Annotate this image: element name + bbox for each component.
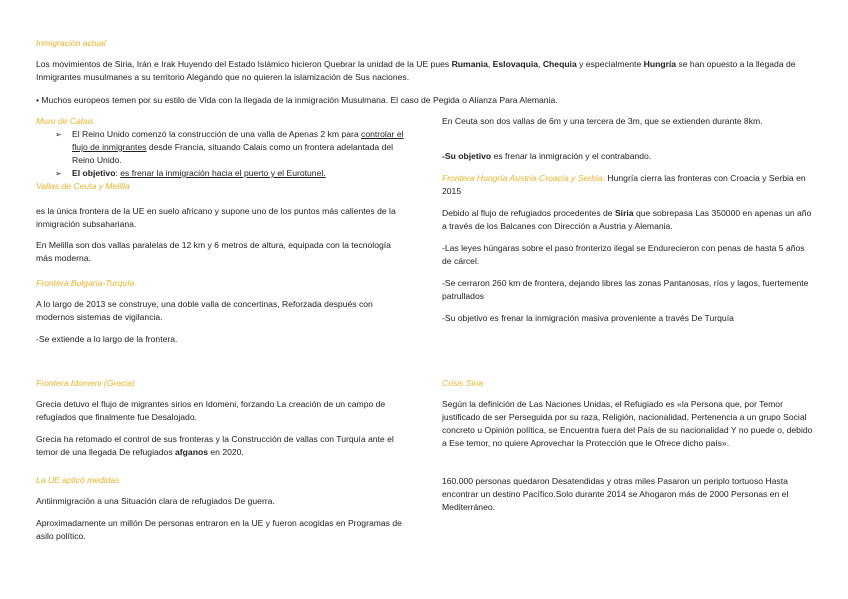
heading-frontera-hungria: Frontera Hungría Austria-Croacia y Serbia: (442, 173, 606, 183)
ue-paragraph-2: Aproximadamente un millón De personas entraron en la UE y fueron acogidas en Programas de asilo político. (36, 518, 402, 541)
intro-bullet-paragraph: • Muchos europeos temen por su estilo de Vida con la llegada de la inmigración Musulmana. El caso de Pegida o Alianza Para Alemania. (36, 95, 558, 105)
intro-paragraph: Los movimientos de Siria, Irán e Irak Huyendo del Estado Islámico hicieron Quebrar la unidad de la UE pues Rumania, Eslovaquia, Chequia y especialmente Hungría se han opuesto a la llegada de Inmigrantes musulmanes a su territorio Alegando que no quieren la islamización de Sus naciones. (36, 59, 796, 82)
heading-frontera-bulgaria: Frontera Bulgaria-Turquía (36, 278, 135, 288)
hungria-paragraph-2: -Las leyes húngaras sobre el paso fronterizo ilegal se Endurecieron con penas de hasta 5 años de cárcel. (442, 243, 805, 266)
hungria-paragraph-3: -Se cerraron 260 km de frontera, dejando libres las zonas Pantanosas, ríos y lagos, fuertemente patrullados (442, 278, 809, 301)
ceuta-paragraph-2: En Melilla son dos vallas paralelas de 12 km y 6 metros de altura, equipada con la tecnología más moderna. (36, 240, 391, 263)
hungria-heading-paragraph: Frontera Hungría Austria-Croacia y Serbia: Hungría cierra las fronteras con Croacia y Serbia en 2015 (442, 173, 806, 196)
calais-bullet-2: ➢ El objetivo: es frenar la inmigración hacia el puerto y el Eurotunel. (55, 168, 326, 178)
section-calais (36, 115, 411, 193)
idomeni-paragraph-2: Grecia ha retomado el control de sus fronteras y la Construcción de vallas con Turquía ante el temor de una llegada De refugiados afganos en 2020. (36, 434, 394, 457)
bulgaria-paragraph-2: -Se extiende a lo largo de la frontera. (36, 334, 178, 344)
calais-bullet-1: ➢ El Reino Unido comenzó la construcción de una valla de Apenas 2 km para controlar el flujo de inmigrantes desde Francia, situando Calais como un frontera adelantada del Reino Unido. (55, 129, 404, 165)
heading-muro-calais: Muro de Calais (36, 116, 94, 126)
hungria-paragraph-4: -Su objetivo es frenar la inmigración masiva proveniente a través De Turquía (442, 313, 734, 323)
ceuta-vallas-paragraph: En Ceuta son dos vallas de 6m y una tercera de 3m, que se extienden durante 8km. (442, 116, 763, 126)
crisis-paragraph-1: Según la definición de Las Naciones Unidas, el Refugiado es «la Persona que, por Temor justificado de ser Perseguida por su raza, Religión, nacionalidad, Pertenencia a un grupo Social concreto u Opinión política, se Encuentra fuera del País de su nacionalidad Y no puede o, debido a Ese temor, no quiere Aprovechar la Protección que le Ofrece dicho país». (442, 399, 813, 448)
heading-frontera-idomeni: Frontera Idomeni (Grecia) (36, 378, 135, 388)
heading-vallas-ceuta-melilla: Vallas de Ceuta y Melilla (36, 181, 130, 191)
heading-crisis-siria: Crisis Siria (442, 378, 484, 388)
crisis-paragraph-2: 160.000 personas quedaron Desatendidas y otras miles Pasaron un periplo tortuoso Hasta encontrar un destino Pacífico.Solo durante 2014 se Ahogaron más de 2000 Personas en el Mediterráneo. (442, 476, 789, 512)
idomeni-paragraph-1: Grecia detuvo el flujo de migrantes sirios en Idomeni, forzando La creación de un campo de refugiados que finalmente fue Desalojado. (36, 399, 386, 422)
heading-inmigracion-actual: Inmigración actual (36, 38, 106, 48)
ceuta-paragraph-1: es la única frontera de la UE en suelo africano y supone uno de los puntos más calientes de la inmigración subsahariana. (36, 206, 396, 229)
arrow-bullet-icon: ➢ (55, 169, 62, 178)
heading-ue-medidas: La UE aplicó medidas (36, 475, 120, 485)
ceuta-objetivo-paragraph: -Su objetivo es frenar la inmigración y el contrabando. (442, 151, 652, 161)
bulgaria-paragraph-1: A lo largo de 2013 se construye, una doble valla de concertinas, Reforzada después con modernos sistemas de vigilancia. (36, 299, 373, 322)
arrow-bullet-icon: ➢ (55, 130, 62, 139)
ue-paragraph-1: Antiinmigración a una Situación clara de refugiados De guerra. (36, 496, 275, 506)
hungria-paragraph-1: Debido al flujo de refugiados procedentes de Siria que sobrepasa Las 350000 en apenas un año a través de los Balcanes con Dirección a Austria y Alemania. (442, 208, 812, 231)
